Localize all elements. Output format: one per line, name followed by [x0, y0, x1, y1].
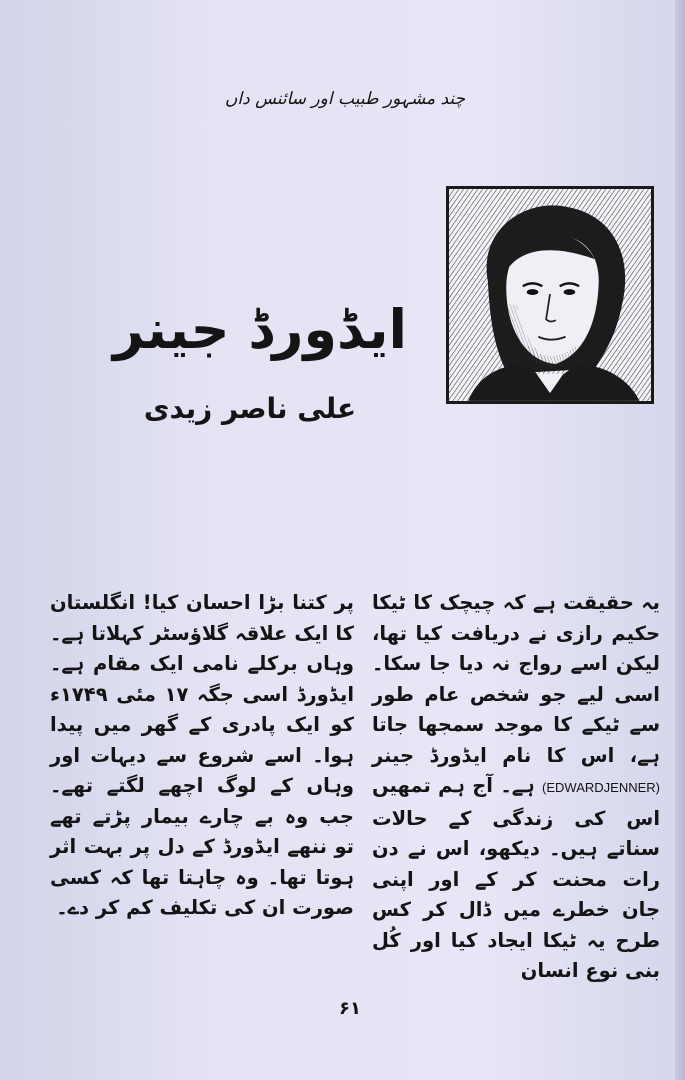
- portrait-engraving-icon: [446, 186, 654, 404]
- page-number: ۶۱: [339, 998, 361, 1019]
- paragraph-text: ہے۔ آج ہم تمھیں اس کی زندگی کے حالات سناتے ہیں۔ دیکھو، اس نے دن رات محنت کر کے اور اپنی جان خطرے میں ڈال کر کس طرح یہ ٹیکا ایجاد کیا اور کُل بنی نوع انسان: [372, 774, 660, 982]
- article-author: علی ناصر زیدی: [143, 392, 357, 425]
- paragraph-text: یہ حقیقت ہے کہ چیچک کا ٹیکا حکیم رازی نے دریافت کیا تھا، لیکن اسے رواج نہ دیا جا سکا۔ اسی لیے جو شخص عام طور سے ٹیکے کا موجد سمجھا جاتا ہے، اس کا نام ایڈورڈ جینر: [372, 591, 660, 767]
- article-title: ایڈورڈ جینر: [112, 298, 408, 361]
- text-column-right: [372, 588, 660, 987]
- paragraph: [372, 588, 660, 987]
- text-column-left: [50, 588, 354, 924]
- page-spine-edge: [675, 0, 685, 1080]
- running-head: چند مشہور طبیب اور سائنس داں: [224, 89, 466, 109]
- latin-name: (EDWARDJENNER): [542, 780, 661, 795]
- paragraph: پر کتنا بڑا احسان کیا! انگلستان کا ایک علاقہ گلاؤسٹر کہلاتا ہے۔ وہاں برکلے نامی ایک مقام ہے۔ ایڈورڈ اسی جگہ ۱۷ مئی ۱۷۴۹ء کو ایک پادری کے گھر میں پیدا ہوا۔ اسے شروع سے دیہات اور وہاں کے لوگ اچھے لگتے تھے۔ جب وہ بے چارے بیمار پڑتے تھے تو ننھے ایڈورڈ کے دل پر بہت اثر ہوتا تھا۔ وہ چاہتا تھا کہ کسی صورت ان کی تکلیف کم کر دے۔: [50, 591, 355, 919]
